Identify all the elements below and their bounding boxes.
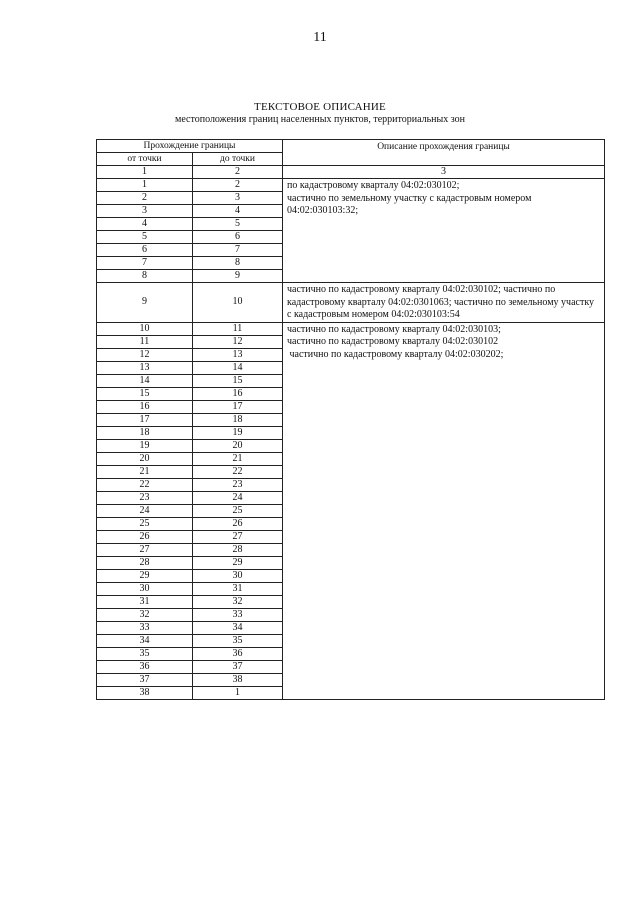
- to-point-cell: 32: [193, 595, 283, 608]
- from-point-cell: 11: [97, 335, 193, 348]
- from-point-cell: 20: [97, 452, 193, 465]
- from-point-cell: 4: [97, 218, 193, 231]
- from-point-cell: 18: [97, 426, 193, 439]
- to-point-cell: 18: [193, 413, 283, 426]
- description-line: частично по кадастровому кварталу 04:02:030202;: [287, 348, 504, 360]
- from-point-cell: 12: [97, 348, 193, 361]
- to-point-cell: 15: [193, 374, 283, 387]
- to-point-cell: 16: [193, 387, 283, 400]
- from-point-cell: 24: [97, 504, 193, 517]
- from-point-cell: 22: [97, 478, 193, 491]
- to-point-cell: 36: [193, 647, 283, 660]
- to-point-cell: 1: [193, 686, 283, 699]
- from-point-cell: 19: [97, 439, 193, 452]
- to-point-cell: 4: [193, 205, 283, 218]
- to-point-cell: 11: [193, 322, 283, 335]
- column-number: 2: [193, 166, 283, 179]
- from-point-cell: 23: [97, 491, 193, 504]
- from-point-cell: 14: [97, 374, 193, 387]
- to-point-cell: 20: [193, 439, 283, 452]
- from-point-cell: 37: [97, 673, 193, 686]
- page-number: 11: [313, 30, 327, 45]
- from-point-cell: 25: [97, 517, 193, 530]
- from-point-cell: 21: [97, 465, 193, 478]
- from-point-cell: 10: [97, 322, 193, 335]
- to-point-cell: 2: [193, 179, 283, 192]
- to-point-cell: 10: [193, 283, 283, 323]
- to-point-cell: 19: [193, 426, 283, 439]
- from-point-cell: 38: [97, 686, 193, 699]
- from-point-cell: 9: [97, 283, 193, 323]
- to-point-cell: 8: [193, 257, 283, 270]
- from-point-cell: 26: [97, 530, 193, 543]
- table-row: [97, 322, 605, 335]
- from-point-cell: 13: [97, 361, 193, 374]
- to-point-cell: 28: [193, 543, 283, 556]
- header-boundary-passage: Прохождение границы: [97, 140, 283, 153]
- boundary-table: [96, 139, 604, 700]
- description-line: по кадастровому кварталу 04:02:030102;: [287, 180, 460, 191]
- to-point-cell: 22: [193, 465, 283, 478]
- description-line: частично по кадастровому кварталу 04:02:030102: [287, 336, 499, 347]
- from-point-cell: 35: [97, 647, 193, 660]
- from-point-cell: 6: [97, 244, 193, 257]
- to-point-cell: 13: [193, 348, 283, 361]
- header-description: Описание прохождения границы: [283, 140, 605, 166]
- from-point-cell: 17: [97, 413, 193, 426]
- to-point-cell: 17: [193, 400, 283, 413]
- table-header-row: [97, 140, 605, 153]
- table-row: [97, 179, 605, 192]
- from-point-cell: 29: [97, 569, 193, 582]
- from-point-cell: 2: [97, 192, 193, 205]
- to-point-cell: 12: [193, 335, 283, 348]
- header-from-point: от точки: [97, 153, 193, 166]
- to-point-cell: 9: [193, 270, 283, 283]
- from-point-cell: 3: [97, 205, 193, 218]
- to-point-cell: 25: [193, 504, 283, 517]
- from-point-cell: 5: [97, 231, 193, 244]
- to-point-cell: 35: [193, 634, 283, 647]
- to-point-cell: 6: [193, 231, 283, 244]
- description-cell: [283, 179, 605, 283]
- document-title: ТЕКСТОВОЕ ОПИСАНИЕ: [254, 101, 386, 113]
- from-point-cell: 8: [97, 270, 193, 283]
- from-point-cell: 31: [97, 595, 193, 608]
- to-point-cell: 27: [193, 530, 283, 543]
- description-line: частично по кадастровому кварталу 04:02:030102; частично по кадастровому кварталу 04:02:0301063; частично по земельному участку с кадастровым номером 04:02:030103:54: [287, 284, 597, 320]
- column-number: 3: [283, 166, 605, 179]
- table-column-numbers-row: [97, 166, 605, 179]
- to-point-cell: 30: [193, 569, 283, 582]
- from-point-cell: 1: [97, 179, 193, 192]
- from-point-cell: 15: [97, 387, 193, 400]
- description-line: частично по кадастровому кварталу 04:02:030103;: [287, 323, 501, 335]
- from-point-cell: 33: [97, 621, 193, 634]
- to-point-cell: 5: [193, 218, 283, 231]
- document-subtitle: местоположения границ населенных пунктов, территориальных зон: [175, 114, 465, 125]
- from-point-cell: 27: [97, 543, 193, 556]
- from-point-cell: 36: [97, 660, 193, 673]
- from-point-cell: 34: [97, 634, 193, 647]
- from-point-cell: 32: [97, 608, 193, 621]
- to-point-cell: 34: [193, 621, 283, 634]
- description-cell: [283, 322, 605, 699]
- from-point-cell: 30: [97, 582, 193, 595]
- to-point-cell: 3: [193, 192, 283, 205]
- to-point-cell: 38: [193, 673, 283, 686]
- to-point-cell: 33: [193, 608, 283, 621]
- column-number: 1: [97, 166, 193, 179]
- to-point-cell: 31: [193, 582, 283, 595]
- from-point-cell: 16: [97, 400, 193, 413]
- to-point-cell: 29: [193, 556, 283, 569]
- table-row: [97, 283, 605, 323]
- description-cell: [283, 283, 605, 323]
- to-point-cell: 21: [193, 452, 283, 465]
- header-to-point: до точки: [193, 153, 283, 166]
- description-line: частично по земельному участку с кадастровым номером 04:02:030103:32;: [287, 192, 534, 216]
- to-point-cell: 23: [193, 478, 283, 491]
- to-point-cell: 14: [193, 361, 283, 374]
- to-point-cell: 7: [193, 244, 283, 257]
- to-point-cell: 26: [193, 517, 283, 530]
- from-point-cell: 7: [97, 257, 193, 270]
- to-point-cell: 37: [193, 660, 283, 673]
- to-point-cell: 24: [193, 491, 283, 504]
- from-point-cell: 28: [97, 556, 193, 569]
